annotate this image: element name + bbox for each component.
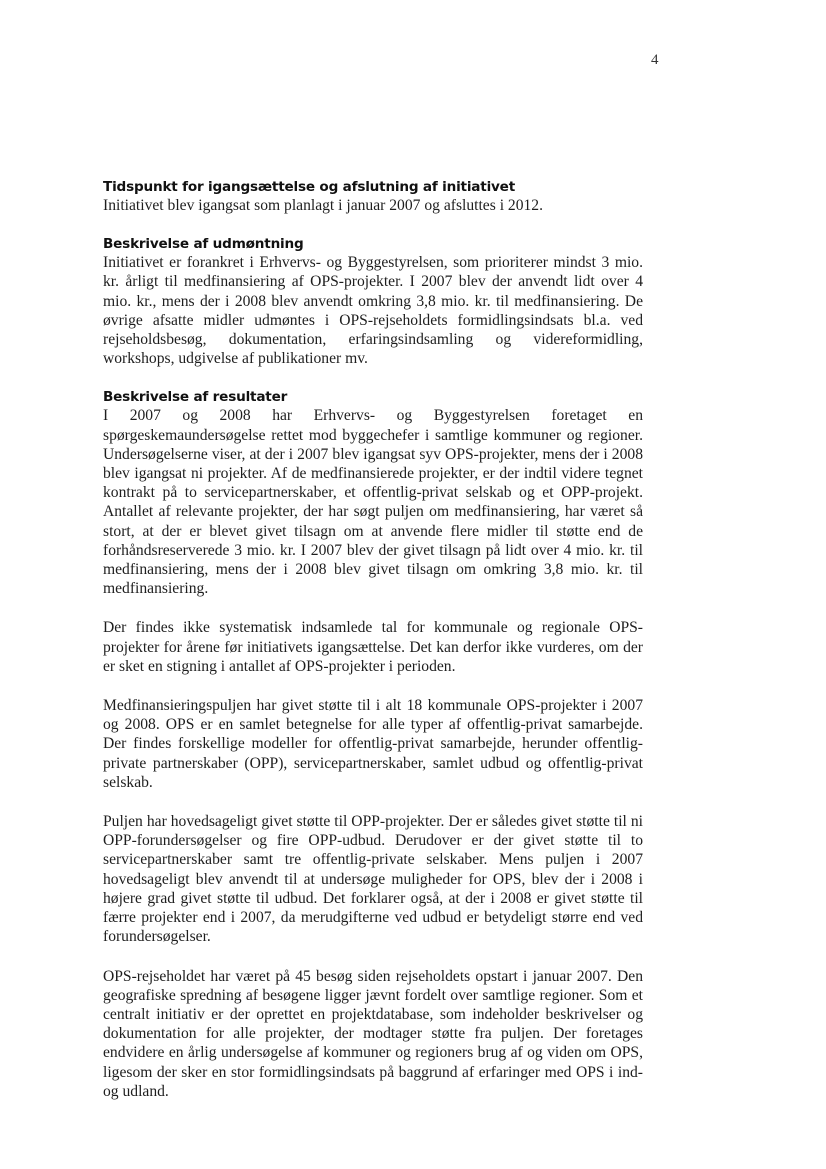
results-paragraph-2: Der findes ikke systematisk indsamlede tal for kommunale og regionale OPS-projekter for årene før initiativets igangsættelse. Det kan derfor ikke vurderes, om der er sket en stigning i antallet af OPS-projekter i perioden. (103, 619, 643, 675)
results-paragraph-4: Puljen har hovedsageligt givet støtte til OPP-projekter. Der er således givet støtte til ni OPP-forundersøgelser og fire OPP-udbud. Derudover er der givet støtte til to servicepartnerskaber samt tre offentlig-private selskaber. Mens puljen i 2007 hovedsageligt blev anvendt til at undersøge muligheder for OPS, blev der i 2008 i højere grad givet støtte til udbud. Det forklarer også, at der i 2008 er givet støtte til færre projekter end i 2007, da merudgifterne ved udbud er betydeligt større end ved forundersøgelser. (103, 813, 643, 946)
page-number: 4 (651, 52, 659, 68)
section-timing-paragraph: Initiativet blev igangsat som planlagt i januar 2007 og afsluttes i 2012. (103, 197, 544, 214)
results-paragraph-5: OPS-rejseholdet har været på 45 besøg siden rejseholdets opstart i januar 2007. Den geografiske spredning af besøgene ligger jævnt fordelt over samtlige regioner. Som et centralt initiativ er der oprettet en projektdatabase, som indeholder beskrivelser og dokumentation for alle projekter, der modtager støtte fra puljen. Der foretages endvidere en årlig undersøgelse af kommuner og regioners brug af og viden om OPS, ligesom der sker en stor formidlingsindsats på baggrund af erfaringer med OPS i ind- og udland. (103, 967, 643, 1100)
section-heading-results: Beskrivelse af resultater (103, 389, 288, 406)
section-heading-implementation: Beskrivelse af udmøntning (103, 236, 304, 253)
results-paragraph-3: Medfinansieringspuljen har givet støtte til i alt 18 kommunale OPS-projekter i 2007 og 2008. OPS er en samlet betegnelse for alle typer af offentlig-privat samarbejde. Der findes forskellige modeller for offentlig-privat samarbejde, herunder offentlig-private partnerskaber (OPP), servicepartnerskaber, samlet udbud og offentlig-privat selskab. (103, 697, 643, 791)
section-implementation-paragraph: Initiativet er forankret i Erhvervs- og Byggestyrelsen, som prioriterer mindst 3 mio. kr. årligt til medfinansiering af OPS-projekter. I 2007 blev der anvendt lidt over 4 mio. kr., mens der i 2008 blev anvendt omkring 3,8 mio. kr. til medfinansiering. De øvrige afsatte midler udmøntes i OPS-rejseholdets formidlingsindsats bl.a. ved rejseholdsbesøg, dokumentation, erfaringsindsamling og videreformidling, workshops, udgivelse af publikationer mv. (103, 254, 643, 368)
page-content (103, 178, 643, 1101)
section-heading-timing: Tidspunkt for igangsættelse og afslutning af initiativet (103, 179, 516, 195)
results-paragraph-1: I 2007 og 2008 har Erhvervs- og Byggestyrelsen foretaget en spørgeskemaundersøgelse rettet mod byggechefer i samtlige kommuner og regioner. Undersøgelserne viser, at der i 2007 blev igangsat syv OPS-projekter, mens der i 2008 blev igangsat ni projekter. Af de medfinansierede projekter, er der indtil videre tegnet kontrakt på to servicepartnerskaber, et offentlig-privat selskab og et OPP-projekt. Antallet af relevante projekter, der har søgt puljen om medfinansiering, har været så stort, at der er blevet givet tilsagn om at anvende flere midler til støtte end de forhåndsreserverede 3 mio. kr. I 2007 blev der givet tilsagn på lidt over 4 mio. kr. til medfinansiering, mens der i 2008 blev givet tilsagn om omkring 3,8 mio. kr. til medfinansiering. (103, 407, 643, 598)
